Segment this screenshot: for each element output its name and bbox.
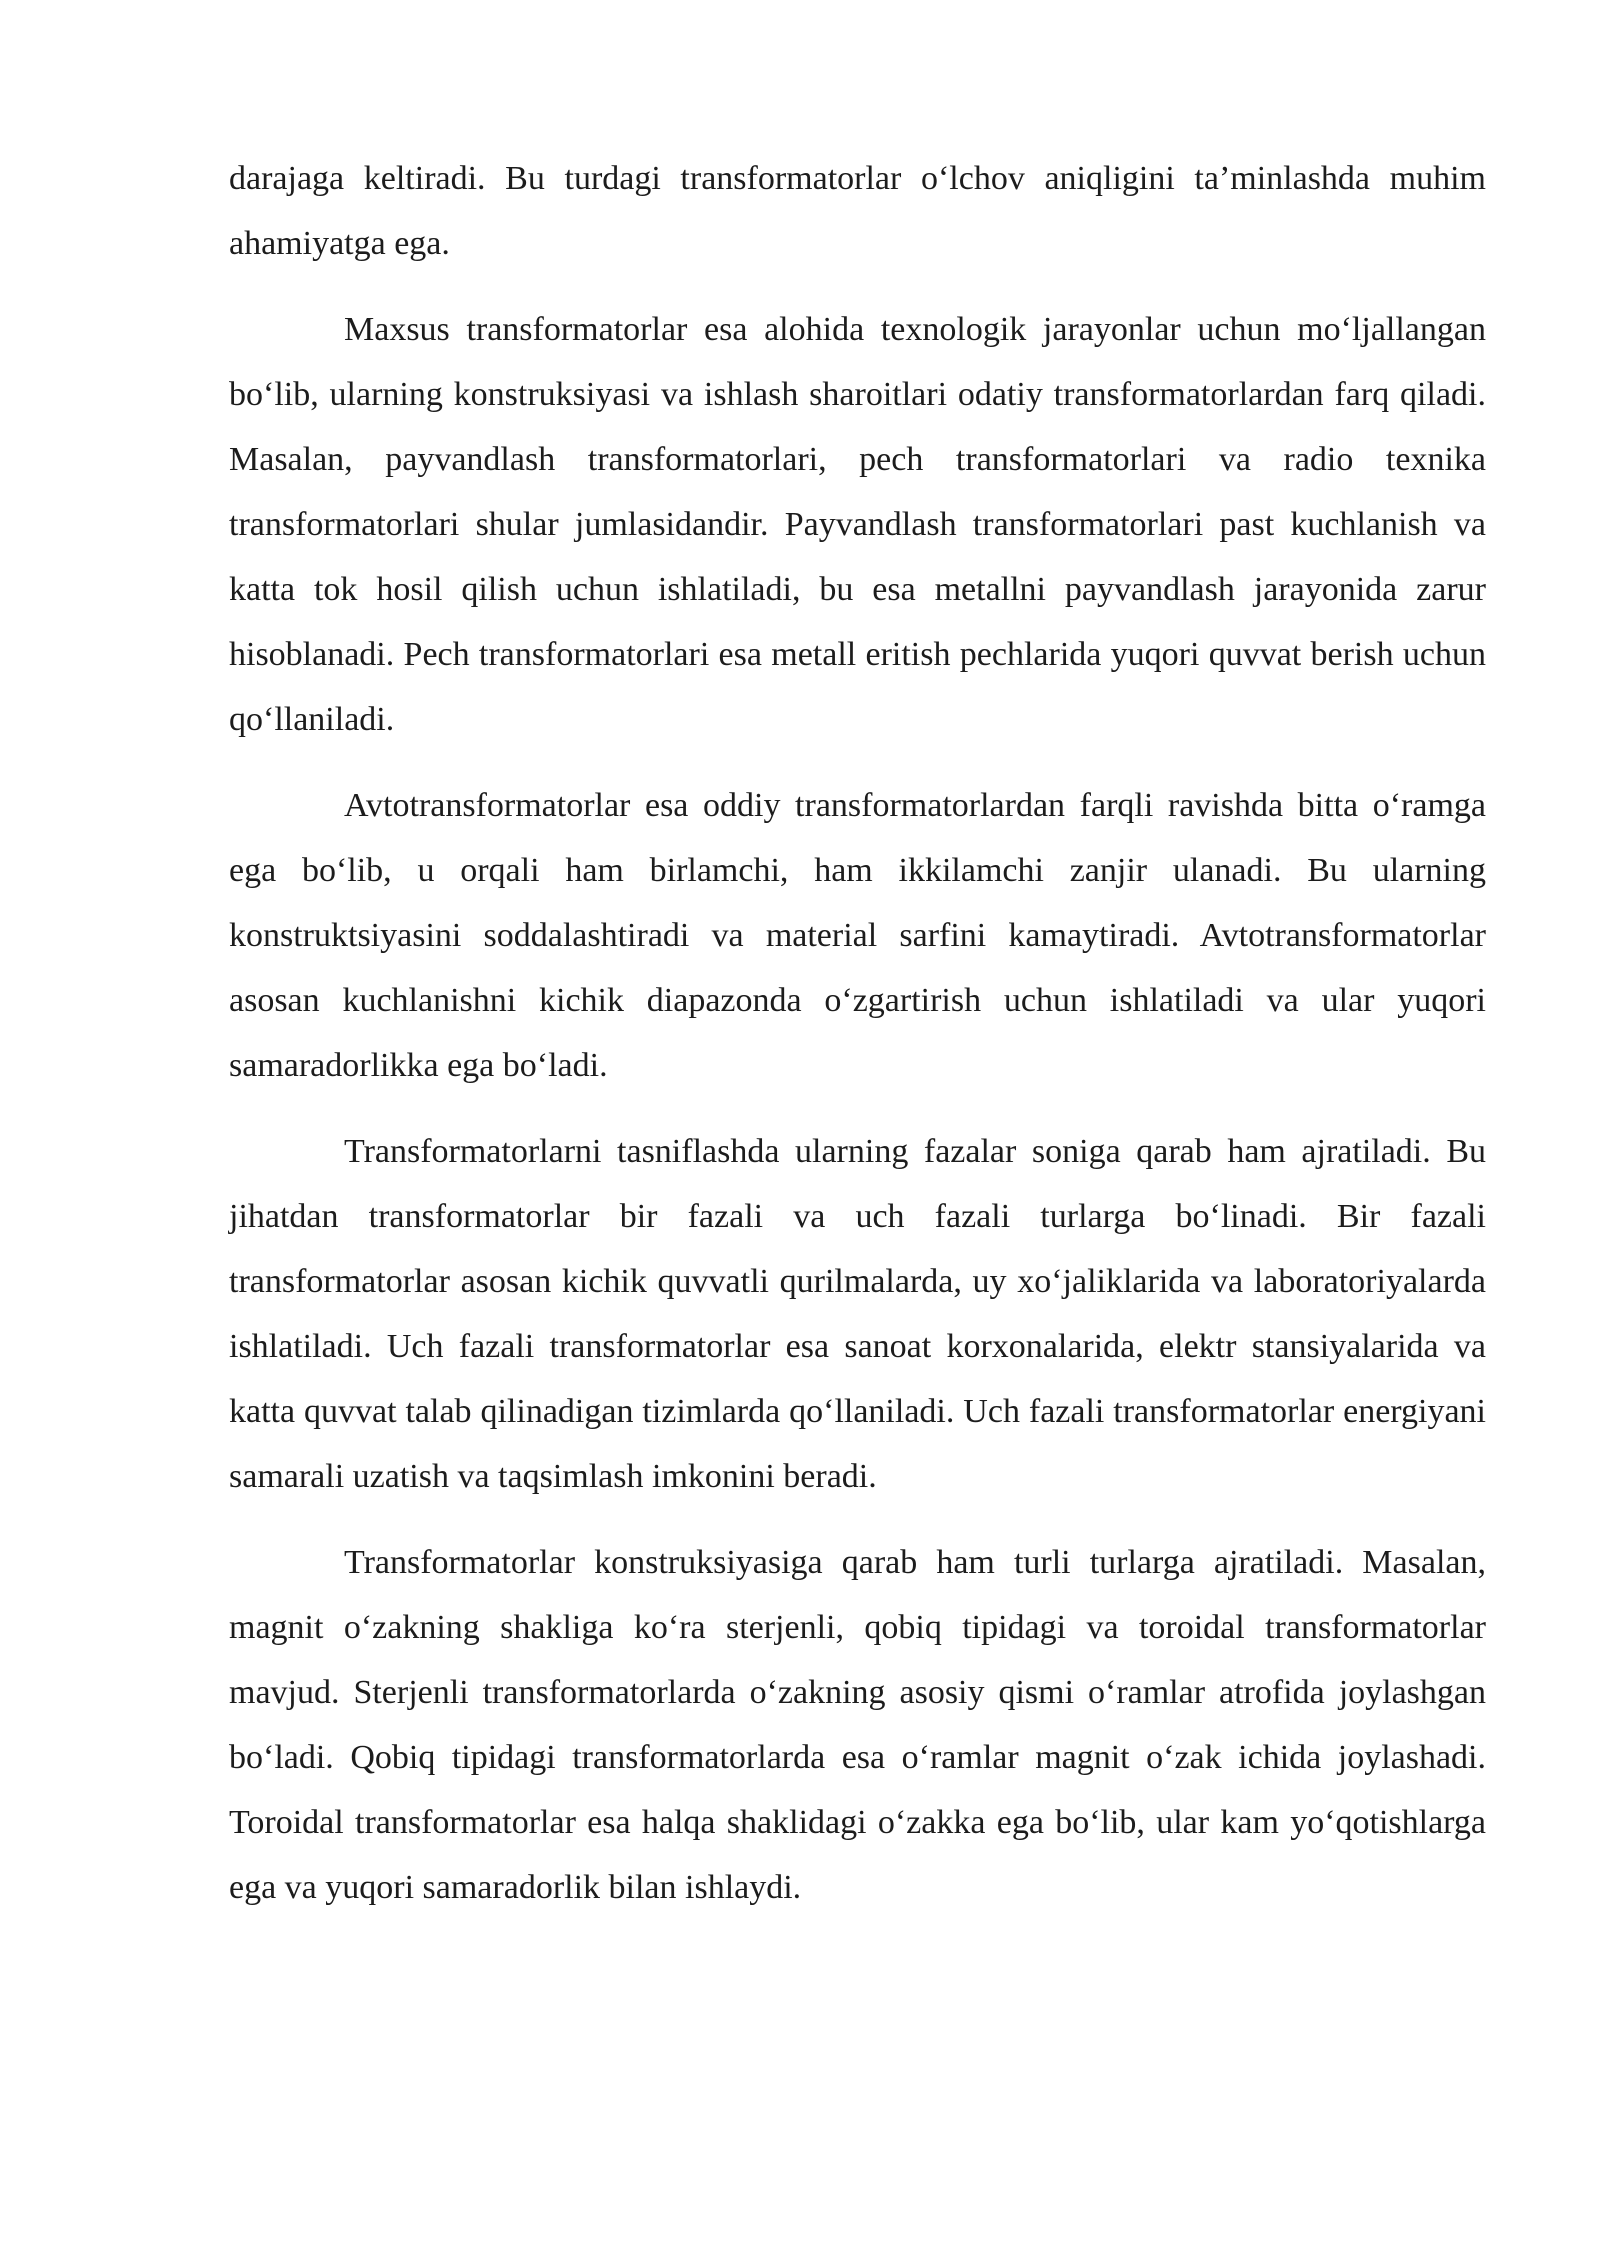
paragraph-2: Maxsus transformatorlar esa alohida texnologik jarayonlar uchun mo‘ljallangan bo‘lib, ularning konstruksiyasi va ishlash sharoitlari odatiy transformatorlardan farq qiladi. Masalan, payvandlash transformatorlari, pech transformatorlari va radio texnika transformatorlari shular jumlasidandir. Payvandlash transformatorlari past kuchlanish va katta tok hosil qilish uchun ishlatiladi, bu esa metallni payvandlash jarayonida zarur hisoblanadi. Pech transformatorlari esa metall eritish pechlarida yuqori quvvat berish uchun qo‘llaniladi. (229, 311, 1486, 738)
paragraph-3: Avtotransformatorlar esa oddiy transformatorlardan farqli ravishda bitta o‘ramga ega bo‘lib, u orqali ham birlamchi, ham ikkilamchi zanjir ulanadi. Bu ularning konstruktsiyasini soddalashtiradi va material sarfini kamaytiradi. Avtotransformatorlar asosan kuchlanishni kichik diapazonda o‘zgartirish uchun ishlatiladi va ular yuqori samaradorlikka ega bo‘ladi. (229, 787, 1486, 1084)
paragraph-5: Transformatorlar konstruksiyasiga qarab ham turli turlarga ajratiladi. Masalan, magnit o‘zakning shakliga ko‘ra sterjenli, qobiq tipidagi va toroidal transformatorlar mavjud. Sterjenli transformatorlarda o‘zakning asosiy qismi o‘ramlar atrofida joylashgan bo‘ladi. Qobiq tipidagi transformatorlarda esa o‘ramlar magnit o‘zak ichida joylashadi. Toroidal transformatorlar esa halqa shaklidagi o‘zakka ega bo‘lib, ular kam yo‘qotishlarga ega va yuqori samaradorlik bilan ishlaydi. (229, 1544, 1486, 1906)
paragraph-1: darajaga keltiradi. Bu turdagi transformatorlar o‘lchov aniqligini ta’minlashda muhim ahamiyatga ega. (229, 160, 1486, 262)
body-text (229, 146, 1486, 1941)
paragraph-4: Transformatorlarni tasniflashda ularning fazalar soniga qarab ham ajratiladi. Bu jihatdan transformatorlar bir fazali va uch fazali turlarga bo‘linadi. Bir fazali transformatorlar asosan kichik quvvatli qurilmalarda, uy xo‘jaliklarida va laboratoriyalarda ishlatiladi. Uch fazali transformatorlar esa sanoat korxonalarida, elektr stansiyalarida va katta quvvat talab qilinadigan tizimlarda qo‘llaniladi. Uch fazali transformatorlar energiyani samarali uzatish va taqsimlash imkonini beradi. (229, 1133, 1486, 1495)
